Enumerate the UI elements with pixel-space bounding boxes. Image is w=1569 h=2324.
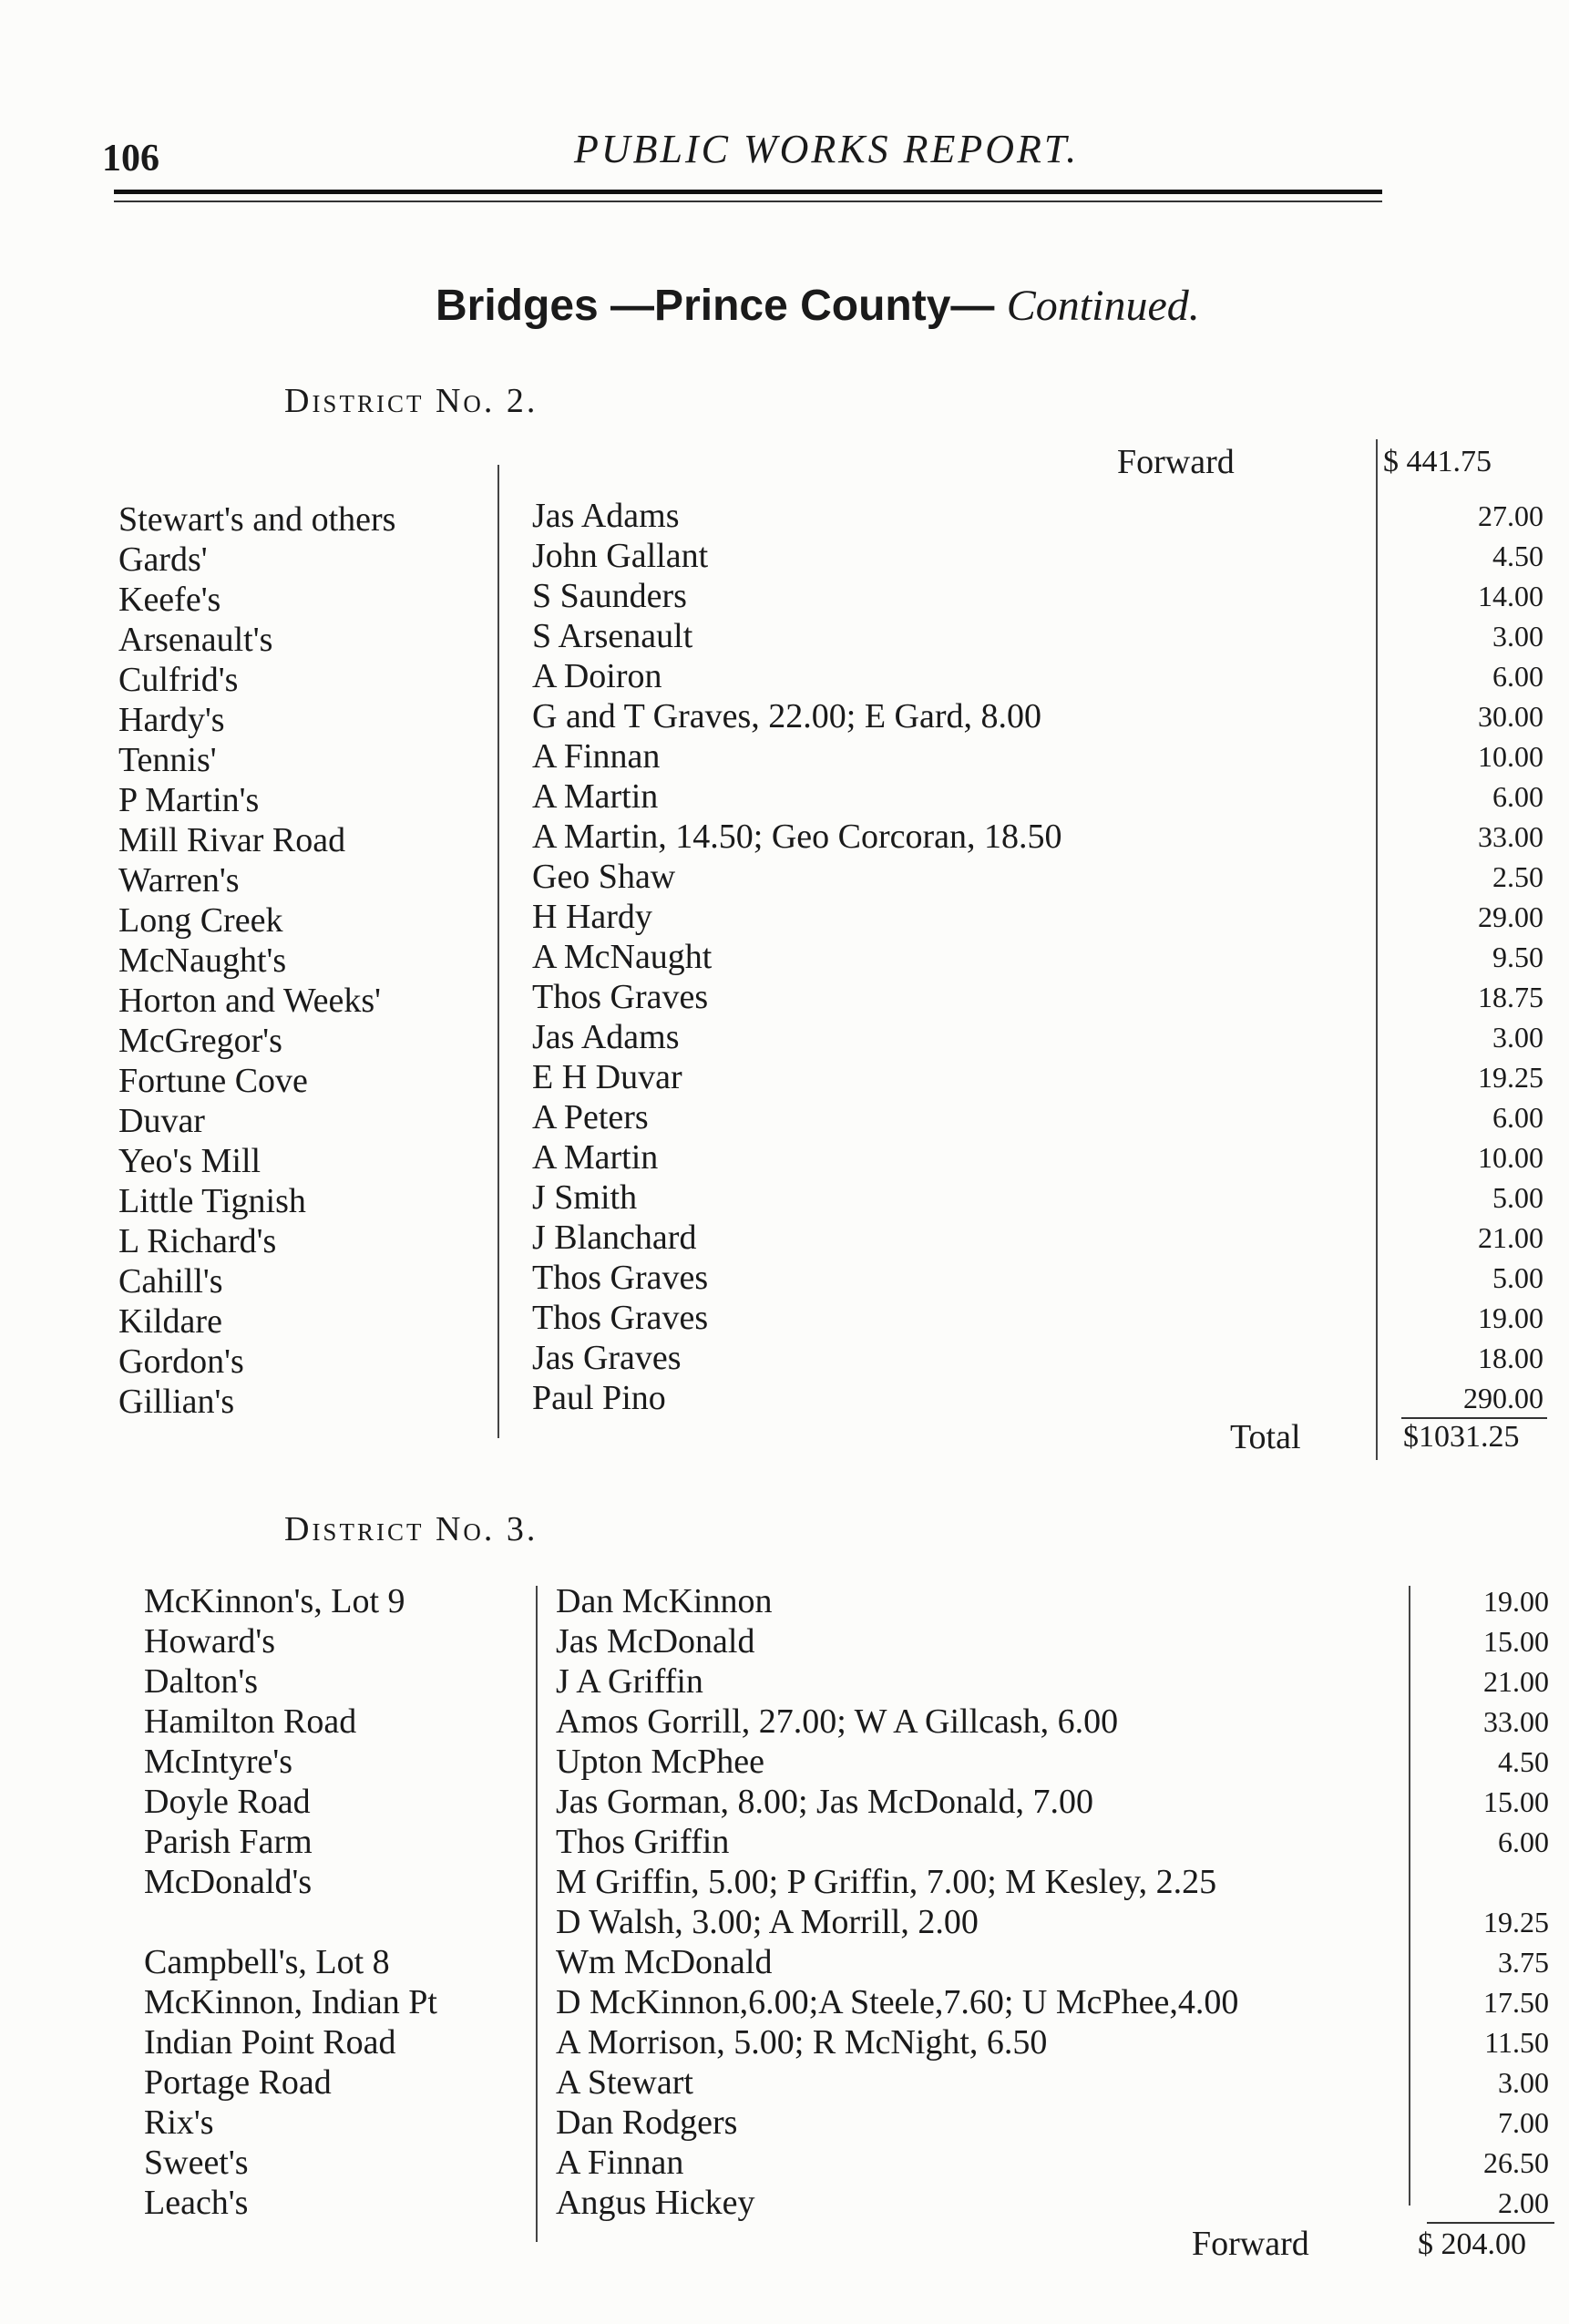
bridge-name: Horton and Weeks'	[118, 982, 382, 1020]
amount-value: 3.00	[1498, 2066, 1549, 2099]
contractor-name: A Finnan	[556, 2144, 684, 2182]
bridge-name: Howard's	[144, 1622, 276, 1661]
bridge-name: Gordon's	[118, 1342, 244, 1381]
contractor-name: A Finnan	[532, 737, 661, 776]
bridge-name: Gillian's	[118, 1383, 235, 1421]
amount-value	[1418, 1862, 1549, 1902]
bridge-name: McIntyre's	[144, 1743, 293, 1781]
bridge-name: McDonald's	[144, 1863, 313, 1901]
contractor-name: G and T Graves, 22.00; E Gard, 8.00	[532, 697, 1041, 735]
amount-value: 2.00	[1498, 2186, 1549, 2219]
bridge-name: P Martin's	[118, 781, 260, 819]
contractor-name: Amos Gorrill, 27.00; W A Gillcash, 6.00	[556, 1702, 1119, 1741]
contractor-name: Jas Graves	[532, 1339, 682, 1377]
contractor-name: Jas Adams	[532, 1018, 680, 1056]
contractor-name: S Arsenault	[532, 617, 693, 655]
contractor-name: A Stewart	[556, 2063, 693, 2102]
amount-value: 26.50	[1483, 2146, 1549, 2179]
contractor-name: Thos Graves	[532, 1259, 709, 1297]
district-3-forward-label: Forward	[1192, 2225, 1309, 2263]
bridge-name: McGregor's	[118, 1022, 282, 1060]
amount-value: 33.00	[1483, 1705, 1549, 1738]
district-2-amount-column	[1383, 496, 1543, 1418]
contractor-name: Angus Hickey	[556, 2184, 755, 2222]
bridge-name: Gards'	[118, 540, 208, 579]
amount-value: 30.00	[1478, 700, 1543, 733]
amount-value: 11.50	[1484, 2026, 1549, 2059]
bridge-name: Rix's	[144, 2103, 214, 2142]
bridge-name: Tennis'	[118, 741, 217, 779]
amount-value: 18.75	[1478, 981, 1543, 1013]
amount-value: 17.50	[1483, 1986, 1549, 2019]
amount-value: 15.00	[1483, 1785, 1549, 1818]
contractor-name: Wm McDonald	[556, 1943, 773, 1981]
district-3-forward-rule	[1427, 2222, 1554, 2224]
bridge-name: McKinnon's, Lot 9	[144, 1582, 405, 1620]
amount-value: 21.00	[1483, 1665, 1549, 1698]
contractor-name: D Walsh, 3.00; A Morrill, 2.00	[556, 1903, 979, 1941]
bridge-name: Yeo's Mill	[118, 1142, 262, 1180]
section-title-main: Bridges —Prince County—	[436, 282, 995, 330]
contractor-name: J A Griffin	[556, 1662, 703, 1701]
contractor-name: John Gallant	[532, 537, 709, 575]
amount-value: 5.00	[1492, 1261, 1543, 1294]
bridge-name: Little Tignish	[118, 1182, 306, 1220]
contractor-name: Jas Adams	[532, 497, 680, 535]
amount-value: 15.00	[1483, 1625, 1549, 1658]
contractor-name: D McKinnon,6.00;A Steele,7.60; U McPhee,4.00	[556, 1983, 1239, 2021]
bridge-name: Warren's	[118, 861, 240, 900]
amount-value: 4.50	[1492, 540, 1543, 572]
bridge-name: Sweet's	[144, 2144, 249, 2182]
contractor-name: A Peters	[532, 1098, 649, 1136]
contractor-name: S Saunders	[532, 577, 687, 615]
amount-value: 27.00	[1478, 499, 1543, 532]
bridge-name: Stewart's and others	[118, 500, 396, 539]
district-2-heading: District No. 2.	[284, 382, 538, 420]
contractor-name: J Blanchard	[532, 1219, 697, 1257]
district-2-bridge-column	[118, 499, 395, 1422]
contractor-name: Thos Graves	[532, 978, 709, 1016]
amount-value: 290.00	[1463, 1382, 1543, 1414]
bridge-name: Campbell's, Lot 8	[144, 1943, 390, 1981]
amount-value: 19.00	[1478, 1301, 1543, 1334]
district-2-forward-amount: $ 441.75	[1383, 445, 1492, 478]
contractor-name: Jas Gorman, 8.00; Jas McDonald, 7.00	[556, 1783, 1093, 1821]
contractor-name: A McNaught	[532, 938, 713, 976]
contractor-name: M Griffin, 5.00; P Griffin, 7.00; M Kesley, 2.25	[556, 1863, 1217, 1901]
bridge-name: L Richard's	[118, 1222, 277, 1260]
bridge-name: Duvar	[118, 1102, 205, 1140]
contractor-name: A Doiron	[532, 657, 662, 695]
amount-value: 3.00	[1492, 620, 1543, 653]
amount-value: 3.00	[1492, 1021, 1543, 1054]
district-2-amount-divider	[1376, 439, 1378, 1460]
header-rule-thick	[114, 190, 1382, 194]
running-head: PUBLIC WORKS REPORT.	[574, 127, 1080, 171]
amount-value: 29.00	[1478, 900, 1543, 933]
page-number: 106	[102, 138, 159, 180]
amount-value: 19.25	[1483, 1906, 1549, 1938]
bridge-name: Arsenault's	[118, 621, 273, 659]
bridge-name: Kildare	[118, 1302, 222, 1341]
district-3-column-divider	[536, 1586, 538, 2242]
section-title-continued: Continued.	[1006, 282, 1200, 330]
bridge-name: Leach's	[144, 2184, 249, 2222]
amount-value: 6.00	[1498, 1825, 1549, 1858]
contractor-name: Jas McDonald	[556, 1622, 755, 1661]
bridge-name: Portage Road	[144, 2063, 332, 2102]
district-2-total-amount: $1031.25	[1403, 1420, 1520, 1454]
amount-value: 2.50	[1492, 860, 1543, 893]
contractor-name: Thos Griffin	[556, 1823, 730, 1861]
bridge-name	[144, 1902, 437, 1942]
amount-value: 5.00	[1492, 1181, 1543, 1214]
amount-value: 9.50	[1492, 941, 1543, 973]
contractor-name: H Hardy	[532, 898, 652, 936]
contractor-name: A Morrison, 5.00; R McNight, 6.50	[556, 2023, 1048, 2062]
amount-value: 18.00	[1478, 1342, 1543, 1374]
amount-value: 4.50	[1498, 1745, 1549, 1778]
bridge-name: Hamilton Road	[144, 1702, 357, 1741]
district-3-contractor-column	[556, 1581, 1238, 2223]
amount-value: 19.00	[1483, 1585, 1549, 1618]
bridge-name: Culfrid's	[118, 661, 239, 699]
bridge-name: Dalton's	[144, 1662, 259, 1701]
bridge-name: Cahill's	[118, 1262, 223, 1301]
contractor-name: A Martin, 14.50; Geo Corcoran, 18.50	[532, 818, 1062, 856]
bridge-name: Keefe's	[118, 581, 221, 619]
amount-value: 21.00	[1478, 1221, 1543, 1254]
amount-value: 14.00	[1478, 580, 1543, 612]
header-rule-thin	[114, 201, 1382, 202]
district-2-contractor-column	[532, 496, 1062, 1418]
contractor-name: Dan McKinnon	[556, 1582, 773, 1620]
bridge-name: McKinnon, Indian Pt	[144, 1983, 437, 2021]
contractor-name: Geo Shaw	[532, 858, 676, 896]
contractor-name: Thos Graves	[532, 1299, 709, 1337]
bridge-name: Doyle Road	[144, 1783, 311, 1821]
contractor-name: Paul Pino	[532, 1379, 666, 1417]
district-2-forward-label: Forward	[1117, 443, 1235, 481]
amount-value: 6.00	[1492, 1101, 1543, 1134]
bridge-name: Hardy's	[118, 701, 225, 739]
district-3-bridge-column	[144, 1581, 437, 2223]
amount-value: 6.00	[1492, 780, 1543, 813]
amount-value: 7.00	[1498, 2106, 1549, 2139]
district-2-total-label: Total	[1230, 1418, 1301, 1456]
contractor-name: Dan Rodgers	[556, 2103, 738, 2142]
contractor-name: A Martin	[532, 1138, 659, 1177]
bridge-name: Mill Rivar Road	[118, 821, 346, 859]
district-3-amount-divider	[1409, 1586, 1410, 2206]
district-3-forward-amount: $ 204.00	[1418, 2227, 1526, 2261]
district-2-total-rule	[1401, 1417, 1547, 1419]
amount-value: 6.00	[1492, 660, 1543, 693]
contractor-name: Upton McPhee	[556, 1743, 765, 1781]
amount-value: 10.00	[1478, 740, 1543, 773]
bridge-name: McNaught's	[118, 941, 287, 980]
district-3-heading: District No. 3.	[284, 1510, 538, 1548]
contractor-name: J Smith	[532, 1178, 638, 1217]
section-title	[436, 281, 1200, 331]
amount-value: 3.75	[1498, 1946, 1549, 1979]
district-3-amount-column	[1418, 1581, 1549, 2223]
amount-value: 19.25	[1478, 1061, 1543, 1094]
contractor-name: A Martin	[532, 777, 659, 816]
bridge-name: Fortune Cove	[118, 1062, 308, 1100]
bridge-name: Indian Point Road	[144, 2023, 396, 2062]
bridge-name: Long Creek	[118, 901, 283, 940]
amount-value: 33.00	[1478, 820, 1543, 853]
contractor-name: E H Duvar	[532, 1058, 682, 1096]
amount-value: 10.00	[1478, 1141, 1543, 1174]
bridge-name: Parish Farm	[144, 1823, 313, 1861]
district-2-column-divider	[497, 465, 499, 1438]
